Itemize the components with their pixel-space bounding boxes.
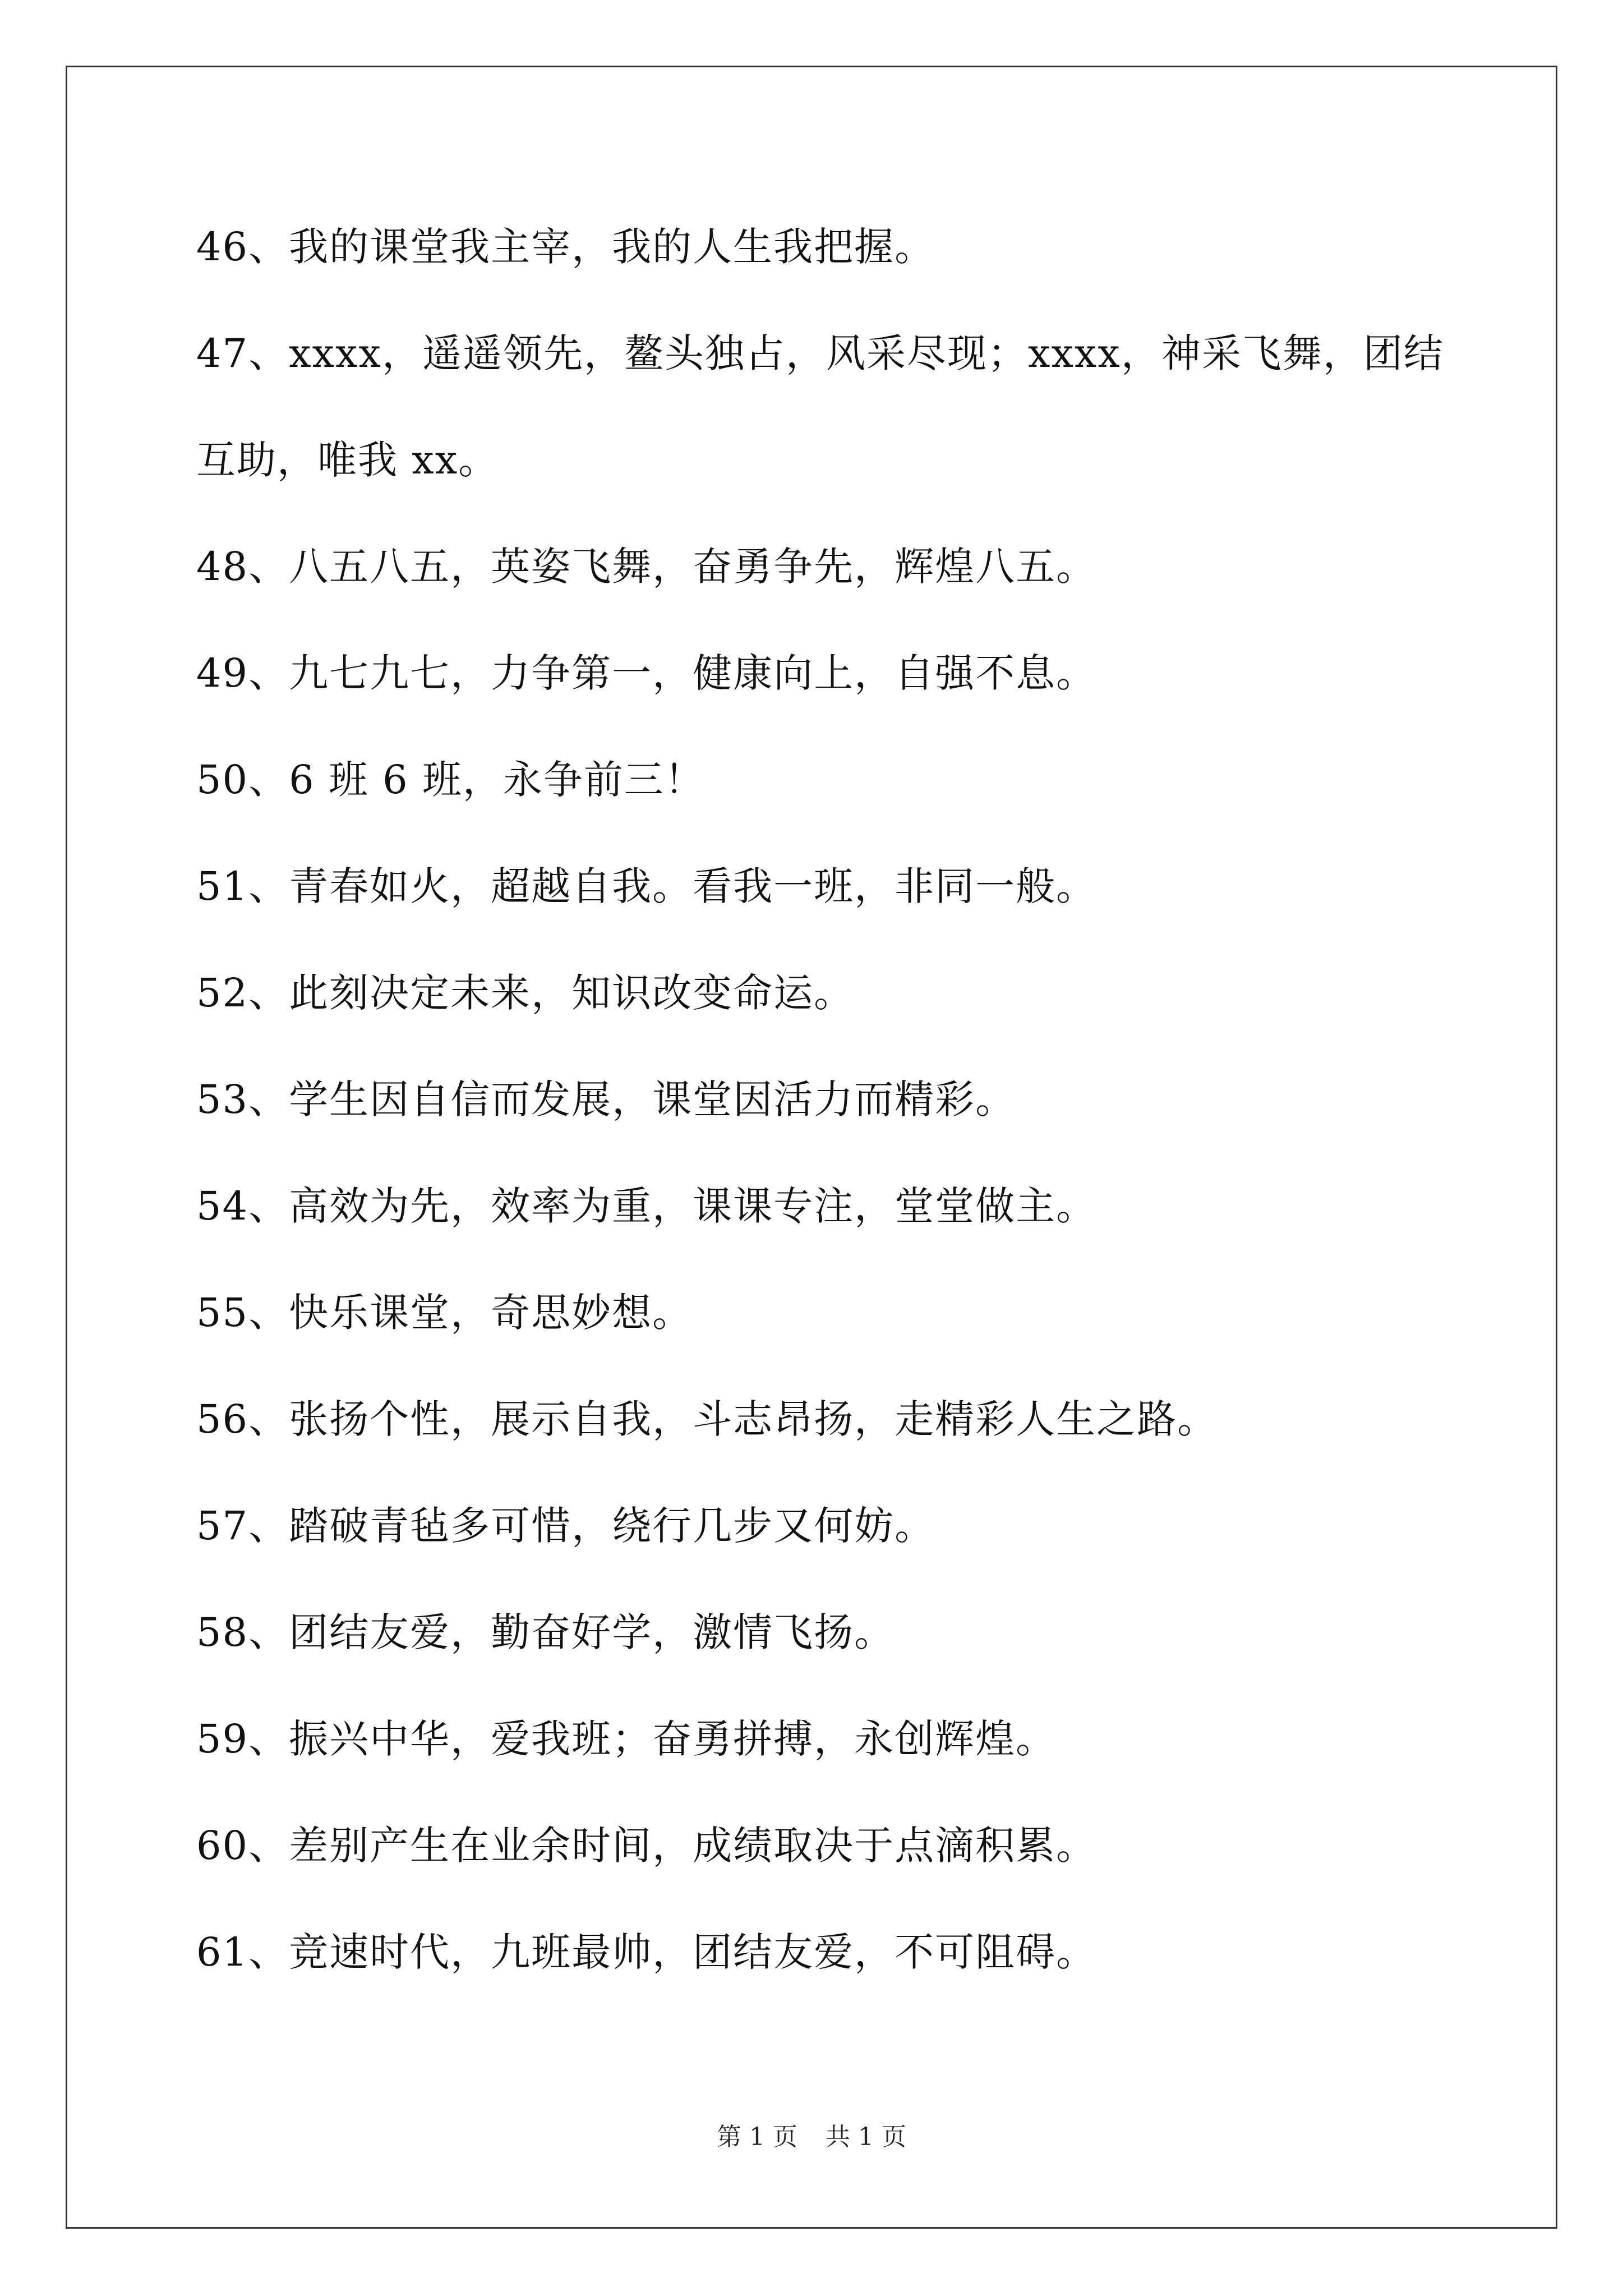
slogan-line-61: 61、竞速时代，九班最帅，团结友爱，不可阻碍。 xyxy=(196,1929,1097,1975)
slogan-line-58: 58、团结友爱，勤奋好学，激情飞扬。 xyxy=(196,1609,895,1655)
slogan-line-47-cont: 互助，唯我 xx。 xyxy=(196,437,499,483)
page-border xyxy=(66,66,1557,2229)
slogan-line-57: 57、踏破青毡多可惜，绕行几步又何妨。 xyxy=(196,1503,935,1549)
slogan-line-55: 55、快乐课堂，奇思妙想。 xyxy=(196,1290,693,1336)
slogan-line-54: 54、高效为先，效率为重，课课专注，堂堂做主。 xyxy=(196,1183,1097,1229)
page-number: 第 1 页 xyxy=(717,2123,797,2151)
slogan-line-59: 59、振兴中华，爱我班；奋勇拼搏，永创辉煌。 xyxy=(196,1716,1057,1762)
slogan-line-60: 60、差别产生在业余时间，成绩取决于点滴积累。 xyxy=(196,1823,1097,1869)
slogan-line-52: 52、此刻决定未来，知识改变命运。 xyxy=(196,970,855,1016)
page-total: 共 1 页 xyxy=(826,2123,906,2151)
slogan-line-56: 56、张扬个性，展示自我，斗志昂扬，走精彩人生之路。 xyxy=(196,1396,1218,1442)
slogan-line-49: 49、九七九七，力争第一，健康向上，自强不息。 xyxy=(196,650,1097,696)
slogan-line-46: 46、我的课堂我主宰，我的人生我把握。 xyxy=(196,224,935,270)
slogan-line-48: 48、八五八五，英姿飞舞，奋勇争先，辉煌八五。 xyxy=(196,544,1097,590)
slogan-line-47: 47、xxxx，遥遥领先，鳌头独占，风采尽现；xxxx，神采飞舞，团结 xyxy=(196,330,1444,376)
slogan-line-53: 53、学生因自信而发展，课堂因活力而精彩。 xyxy=(196,1076,1016,1122)
slogan-line-51: 51、青春如火，超越自我。看我一班，非同一般。 xyxy=(196,863,1097,909)
page-footer xyxy=(0,2120,1623,2154)
slogan-line-50: 50、6 班 6 班，永争前三！ xyxy=(196,757,705,803)
